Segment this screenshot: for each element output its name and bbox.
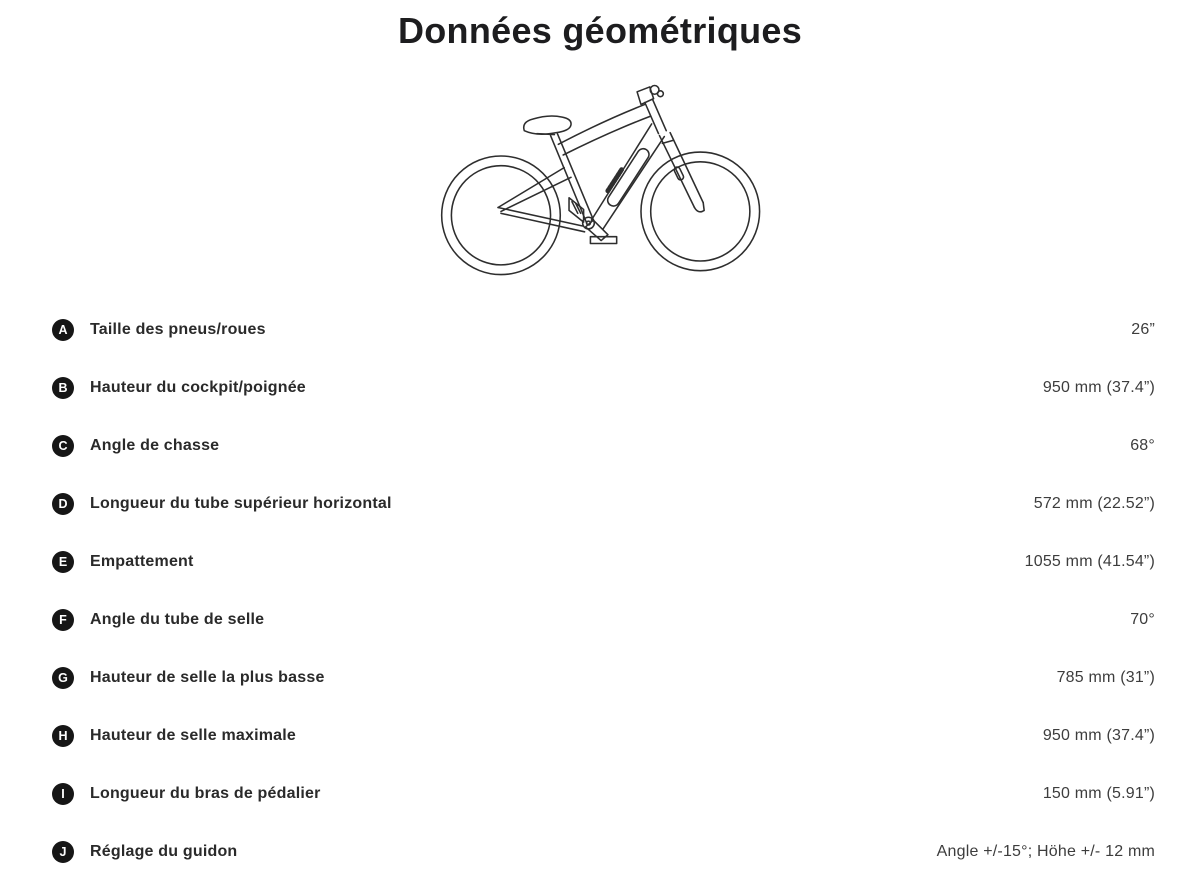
spec-label: Longueur du tube supérieur horizontal [90, 495, 392, 512]
spec-value: 70° [1130, 611, 1155, 628]
letter-badge: B [52, 377, 74, 399]
spec-value: 572 mm (22.52”) [1033, 495, 1155, 512]
spec-row-d [0, 475, 1200, 533]
letter-badge: A [52, 319, 74, 341]
spec-row-i [0, 765, 1200, 823]
spec-row-a [0, 301, 1200, 359]
spec-row-j [0, 823, 1200, 881]
spec-label: Hauteur de selle la plus basse [90, 669, 325, 686]
letter-badge: F [52, 609, 74, 631]
spec-value: 150 mm (5.91”) [1042, 785, 1155, 802]
spec-value: 785 mm (31”) [1056, 669, 1155, 686]
geometry-spec-list [0, 301, 1200, 881]
spec-row-h [0, 707, 1200, 765]
spec-value: 26” [1131, 321, 1155, 338]
spec-label: Hauteur du cockpit/poignée [90, 379, 306, 396]
letter-badge: I [52, 783, 74, 805]
spec-value: 950 mm (37.4”) [1042, 727, 1155, 744]
spec-value: 1055 mm (41.54”) [1024, 553, 1155, 570]
bike-illustration [430, 80, 780, 300]
spec-label: Angle du tube de selle [90, 611, 265, 628]
spec-label: Réglage du guidon [90, 843, 238, 860]
spec-row-f [0, 591, 1200, 649]
spec-label: Longueur du bras de pédalier [90, 785, 321, 802]
letter-badge: E [52, 551, 74, 573]
letter-badge: G [52, 667, 74, 689]
letter-badge: D [52, 493, 74, 515]
spec-row-c [0, 417, 1200, 475]
letter-badge: H [52, 725, 74, 747]
spec-row-g [0, 649, 1200, 707]
spec-value: 950 mm (37.4”) [1042, 379, 1155, 396]
letter-badge: J [52, 841, 74, 863]
spec-value: Angle +/-15°; Höhe +/- 12 mm [936, 843, 1155, 860]
spec-value: 68° [1130, 437, 1155, 454]
spec-label: Empattement [90, 553, 194, 570]
spec-label: Angle de chasse [90, 437, 220, 454]
spec-row-e [0, 533, 1200, 591]
letter-badge: C [52, 435, 74, 457]
spec-label: Hauteur de selle maximale [90, 727, 296, 744]
bike-line-drawing [430, 80, 780, 300]
page-title: Données géométriques [397, 10, 803, 51]
spec-label: Taille des pneus/roues [90, 321, 266, 338]
spec-row-b [0, 359, 1200, 417]
